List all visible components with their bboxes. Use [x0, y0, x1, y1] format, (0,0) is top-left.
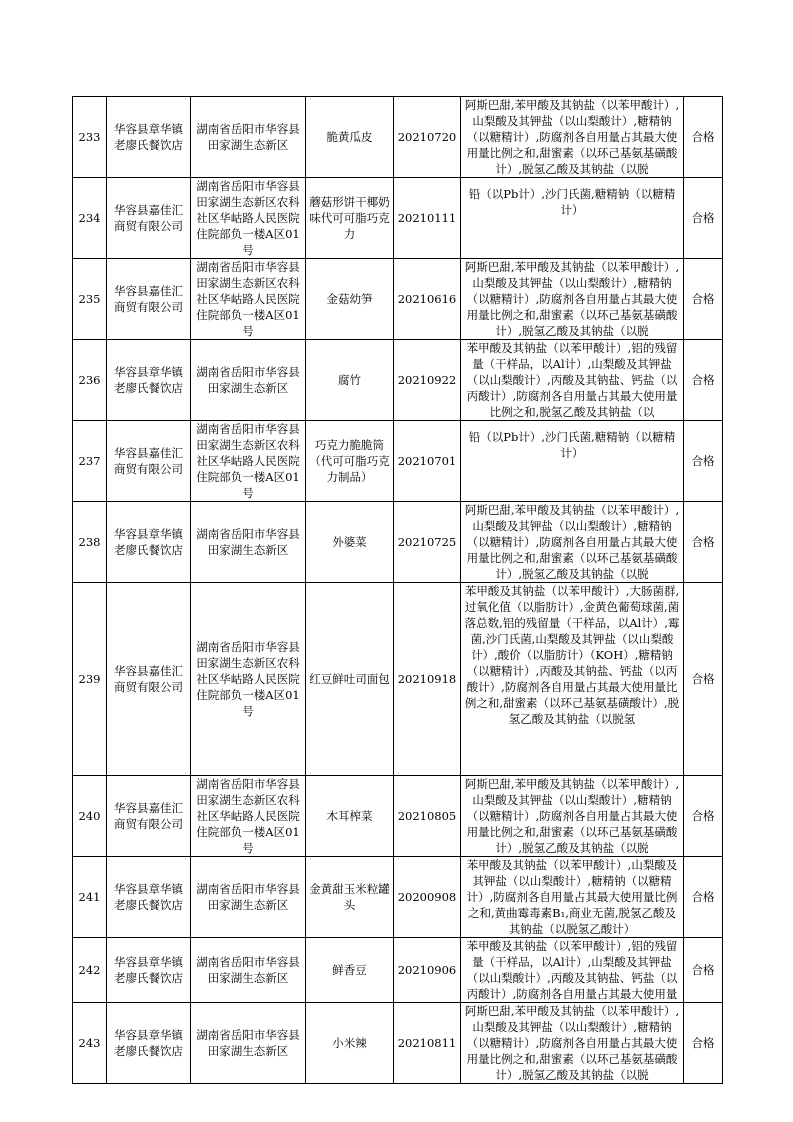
- table-row: [73, 178, 723, 259]
- inspection-results-table: [72, 96, 723, 1084]
- sampled-unit: 华容县章华镇老廖氏餐饮店: [107, 502, 191, 583]
- test-result: 合格: [684, 583, 723, 776]
- unit-address: 湖南省岳阳市华容县田家湖生态新区农科社区华岵路人民医院住院部负一楼A区01号: [191, 776, 306, 857]
- test-items: [461, 178, 684, 259]
- unit-address: 湖南省岳阳市华容县田家湖生态新区农科社区华岵路人民医院住院部负一楼A区01号: [191, 178, 306, 259]
- sampled-unit: 华容县章华镇老廖氏餐饮店: [107, 857, 191, 938]
- test-items: [461, 583, 684, 776]
- food-name: 鲜香豆: [306, 938, 394, 1003]
- production-date: 20210811: [394, 1003, 461, 1084]
- row-number: 233: [73, 97, 107, 178]
- test-items-text: 阿斯巴甜,苯甲酸及其钠盐（以苯甲酸计）,山梨酸及其钾盐（以山梨酸计）,糖精钠（以糖精计）,防腐剂各自用量占其最大使用量比例之和,甜蜜素（以环己基氨基磺酸计）,脱氢乙酸及其钠盐（以脱: [464, 98, 680, 176]
- test-items: [461, 857, 684, 938]
- production-date: 20210906: [394, 938, 461, 1003]
- food-name: 红豆鲜吐司面包: [306, 583, 394, 776]
- test-items-text: 阿斯巴甜,苯甲酸及其钠盐（以苯甲酸计）,山梨酸及其钾盐（以山梨酸计）,糖精钠（以糖精计）,防腐剂各自用量占其最大使用量比例之和,甜蜜素（以环己基氨基磺酸计）,脱氢乙酸及其钠盐（以脱: [464, 1004, 680, 1082]
- production-date: 20210918: [394, 583, 461, 776]
- sampled-unit: 华容县嘉佳汇商贸有限公司: [107, 178, 191, 259]
- table-row: [73, 421, 723, 502]
- food-name: 外婆菜: [306, 502, 394, 583]
- sampled-unit: 华容县章华镇老廖氏餐饮店: [107, 340, 191, 421]
- sampled-unit: 华容县嘉佳汇商贸有限公司: [107, 776, 191, 857]
- table-row: [73, 97, 723, 178]
- test-result: 合格: [684, 857, 723, 938]
- food-name: 金黄甜玉米粒罐头: [306, 857, 394, 938]
- row-number: 234: [73, 178, 107, 259]
- test-items-text: 苯甲酸及其钠盐（以苯甲酸计）,山梨酸及其钾盐（以山梨酸计）,糖精钠（以糖精计）,防腐剂各自用量占其最大使用量比例之和,黄曲霉毒素B₁,商业无菌,脱氢乙酸及其钠盐（以脱氢乙酸计）: [466, 858, 678, 936]
- production-date: 20210922: [394, 340, 461, 421]
- row-number: 243: [73, 1003, 107, 1084]
- production-date: 20210616: [394, 259, 461, 340]
- unit-address: 湖南省岳阳市华容县田家湖生态新区农科社区华岵路人民医院住院部负一楼A区01号: [191, 583, 306, 776]
- sampled-unit: 华容县章华镇老廖氏餐饮店: [107, 97, 191, 178]
- row-number: 241: [73, 857, 107, 938]
- test-items: [461, 938, 684, 1003]
- test-items: [461, 340, 684, 421]
- food-name: 木耳榨菜: [306, 776, 394, 857]
- production-date: 20200908: [394, 857, 461, 938]
- test-items-text: 阿斯巴甜,苯甲酸及其钠盐（以苯甲酸计）,山梨酸及其钾盐（以山梨酸计）,糖精钠（以糖精计）,防腐剂各自用量占其最大使用量比例之和,甜蜜素（以环己基氨基磺酸计）,脱氢乙酸及其钠盐（以脱: [464, 503, 680, 581]
- row-number: 235: [73, 259, 107, 340]
- food-name: 巧克力脆脆筒（代可可脂巧克力制品）: [306, 421, 394, 502]
- test-result: 合格: [684, 1003, 723, 1084]
- test-items: [461, 259, 684, 340]
- test-result: 合格: [684, 421, 723, 502]
- test-result: 合格: [684, 97, 723, 178]
- test-result: 合格: [684, 938, 723, 1003]
- sampled-unit: 华容县章华镇老廖氏餐饮店: [107, 1003, 191, 1084]
- row-number: 239: [73, 583, 107, 776]
- table-row: [73, 340, 723, 421]
- sampled-unit: 华容县嘉佳汇商贸有限公司: [107, 421, 191, 502]
- row-number: 240: [73, 776, 107, 857]
- row-number: 238: [73, 502, 107, 583]
- test-result: 合格: [684, 340, 723, 421]
- food-name: 小米辣: [306, 1003, 394, 1084]
- unit-address: 湖南省岳阳市华容县田家湖生态新区: [191, 938, 306, 1003]
- test-result: 合格: [684, 178, 723, 259]
- test-items-text: 阿斯巴甜,苯甲酸及其钠盐（以苯甲酸计）,山梨酸及其钾盐（以山梨酸计）,糖精钠（以糖精计）,防腐剂各自用量占其最大使用量比例之和,甜蜜素（以环己基氨基磺酸计）,脱氢乙酸及其钠盐（以脱: [464, 260, 680, 338]
- food-name: 腐竹: [306, 340, 394, 421]
- test-items-text: 铅（以Pb计）,沙门氏菌,糖精钠（以糖精计）: [468, 430, 676, 460]
- unit-address: 湖南省岳阳市华容县田家湖生态新区: [191, 857, 306, 938]
- table-row: [73, 583, 723, 776]
- sampled-unit: 华容县嘉佳汇商贸有限公司: [107, 259, 191, 340]
- unit-address: 湖南省岳阳市华容县田家湖生态新区农科社区华岵路人民医院住院部负一楼A区01号: [191, 421, 306, 502]
- test-result: 合格: [684, 776, 723, 857]
- table-row: [73, 776, 723, 857]
- test-items: [461, 421, 684, 502]
- production-date: 20210805: [394, 776, 461, 857]
- production-date: 20210701: [394, 421, 461, 502]
- row-number: 237: [73, 421, 107, 502]
- unit-address: 湖南省岳阳市华容县田家湖生态新区: [191, 1003, 306, 1084]
- production-date: 20210720: [394, 97, 461, 178]
- production-date: 20210725: [394, 502, 461, 583]
- table-body: [73, 97, 723, 1084]
- row-number: 236: [73, 340, 107, 421]
- table-row: [73, 1003, 723, 1084]
- sampled-unit: 华容县章华镇老廖氏餐饮店: [107, 938, 191, 1003]
- food-name: 金菇幼笋: [306, 259, 394, 340]
- test-items: [461, 776, 684, 857]
- test-items-text: 苯甲酸及其钠盐（以苯甲酸计）,铝的残留量（干样品，以Al计）,山梨酸及其钾盐（以山梨酸计）,丙酸及其钠盐、钙盐（以丙酸计）,防腐剂各自用量占其最大使用量比例之和,脱氢乙酸及其钠盐（以: [466, 341, 678, 419]
- unit-address: 湖南省岳阳市华容县田家湖生态新区: [191, 97, 306, 178]
- test-items: [461, 1003, 684, 1084]
- test-items-text: 铅（以Pb计）,沙门氏菌,糖精钠（以糖精计）: [468, 187, 676, 217]
- table-row: [73, 502, 723, 583]
- test-result: 合格: [684, 502, 723, 583]
- test-items: [461, 502, 684, 583]
- test-result: 合格: [684, 259, 723, 340]
- test-items: [461, 97, 684, 178]
- sampled-unit: 华容县嘉佳汇商贸有限公司: [107, 583, 191, 776]
- test-items-text: 苯甲酸及其钠盐（以苯甲酸计）,大肠菌群,过氧化值（以脂肪计）,金黄色葡萄球菌,菌落总数,铝的残留量（干样品，以Al计）,霉菌,沙门氏菌,山梨酸及其钾盐（以山梨酸计）,酸价（以脂肪计）（KOH）,糖精钠（以糖精计）,丙酸及其钠盐、钙盐（以丙酸计）,防腐剂各自用量占其最大使用量比例之和,甜蜜素（以环己基氨基磺酸计）,脱氢乙酸及其钠盐（以脱氢: [464, 584, 680, 726]
- production-date: 20210111: [394, 178, 461, 259]
- unit-address: 湖南省岳阳市华容县田家湖生态新区: [191, 502, 306, 583]
- test-items-text: 阿斯巴甜,苯甲酸及其钠盐（以苯甲酸计）,山梨酸及其钾盐（以山梨酸计）,糖精钠（以糖精计）,防腐剂各自用量占其最大使用量比例之和,甜蜜素（以环己基氨基磺酸计）,脱氢乙酸及其钠盐（以脱: [464, 777, 680, 855]
- table-row: [73, 857, 723, 938]
- food-name: 脆黄瓜皮: [306, 97, 394, 178]
- table-row: [73, 938, 723, 1003]
- row-number: 242: [73, 938, 107, 1003]
- food-name: 蘑菇形饼干椰奶味代可可脂巧克力: [306, 178, 394, 259]
- test-items-text: 苯甲酸及其钠盐（以苯甲酸计）,铝的残留量（干样品，以Al计）,山梨酸及其钾盐（以山梨酸计）,丙酸及其钠盐、钙盐（以丙酸计）,防腐剂各自用量占其最大使用量: [466, 939, 678, 1001]
- unit-address: 湖南省岳阳市华容县田家湖生态新区: [191, 340, 306, 421]
- table-row: [73, 259, 723, 340]
- unit-address: 湖南省岳阳市华容县田家湖生态新区农科社区华岵路人民医院住院部负一楼A区01号: [191, 259, 306, 340]
